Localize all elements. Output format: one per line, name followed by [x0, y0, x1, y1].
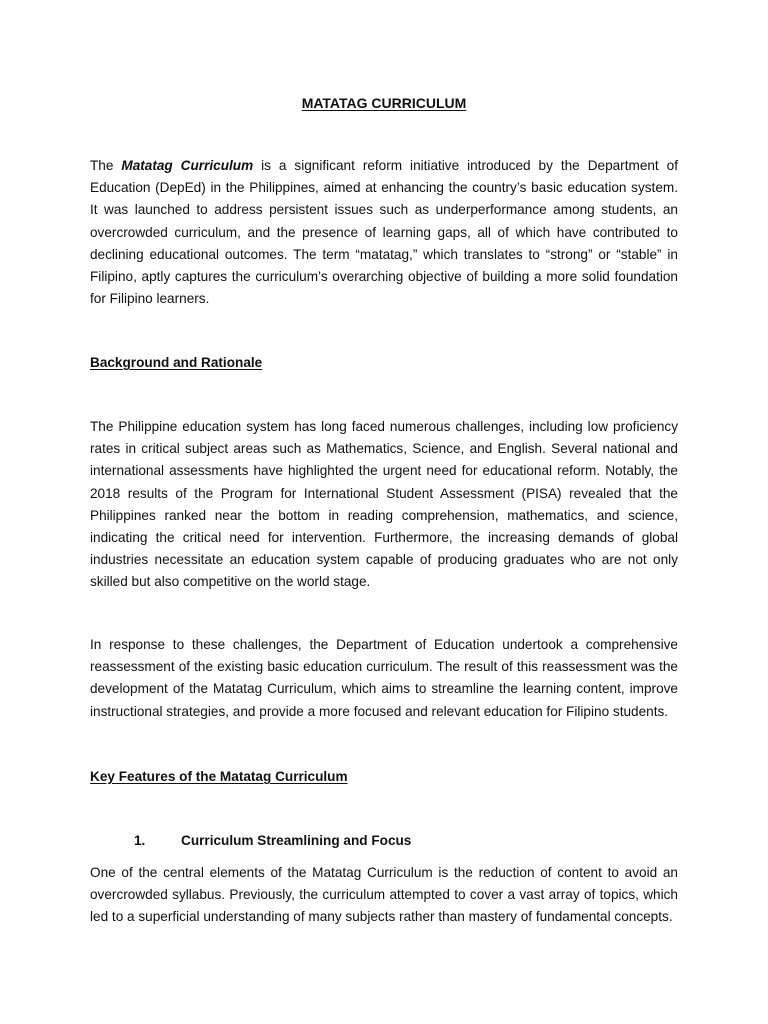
document-title: MATATAG CURRICULUM: [301, 95, 467, 111]
document-page: [90, 0, 678, 1024]
intro-prefix: The: [90, 158, 122, 173]
background-paragraph-1: The Philippine education system has long faced numerous challenges, including low proficiency rates in critical subject areas such as Mathematics, Science, and English. Several national and international assessments have highlighted the urgent need for educational reform. Notably, the 2018 results of the Program for International Student Assessment (PISA) revealed that the Philippines ranked near the bottom in reading comprehension, mathematics, and science, indicating the critical need for intervention. Furthermore, the increasing demands of global industries necessitate an education system capable of producing graduates who are not only skilled but also competitive on the world stage.: [90, 419, 678, 590]
background-paragraph-2: In response to these challenges, the Department of Education undertook a comprehensive reassessment of the existing basic education curriculum. The result of this reassessment was the development of the Matatag Curriculum, which aims to streamline the learning content, improve instructional strategies, and provide a more focused and relevant education for Filipino students.: [90, 637, 678, 719]
list-item-number: 1.: [134, 833, 146, 848]
section-heading-background: Background and Rationale: [90, 355, 263, 370]
list-item-label: Curriculum Streamlining and Focus: [181, 833, 412, 848]
streamlining-paragraph: One of the central elements of the Matatag Curriculum is the reduction of content to avoid an overcrowded syllabus. Previously, the curriculum attempted to cover a vast array of topics, which led to a superficial understanding of many subjects rather than mastery of fundamental concepts.: [90, 865, 678, 925]
section-heading-key-features: Key Features of the Matatag Curriculum: [90, 769, 348, 784]
intro-paragraph: [90, 155, 678, 310]
intro-rest: is a significant reform initiative introduced by the Department of Education (DepEd) in the Philippines, aimed at enhancing the country’s basic education system. It was launched to address persistent issues such as underperformance among students, an overcrowded curriculum, and the presence of learning gaps, all of which have contributed to declining educational outcomes. The term “matatag,” which translates to “strong” or “stable” in Filipino, aptly captures the curriculum’s overarching objective of building a more solid foundation for Filipino learners.: [90, 158, 678, 307]
intro-emphasis: Matatag Curriculum: [121, 158, 254, 173]
